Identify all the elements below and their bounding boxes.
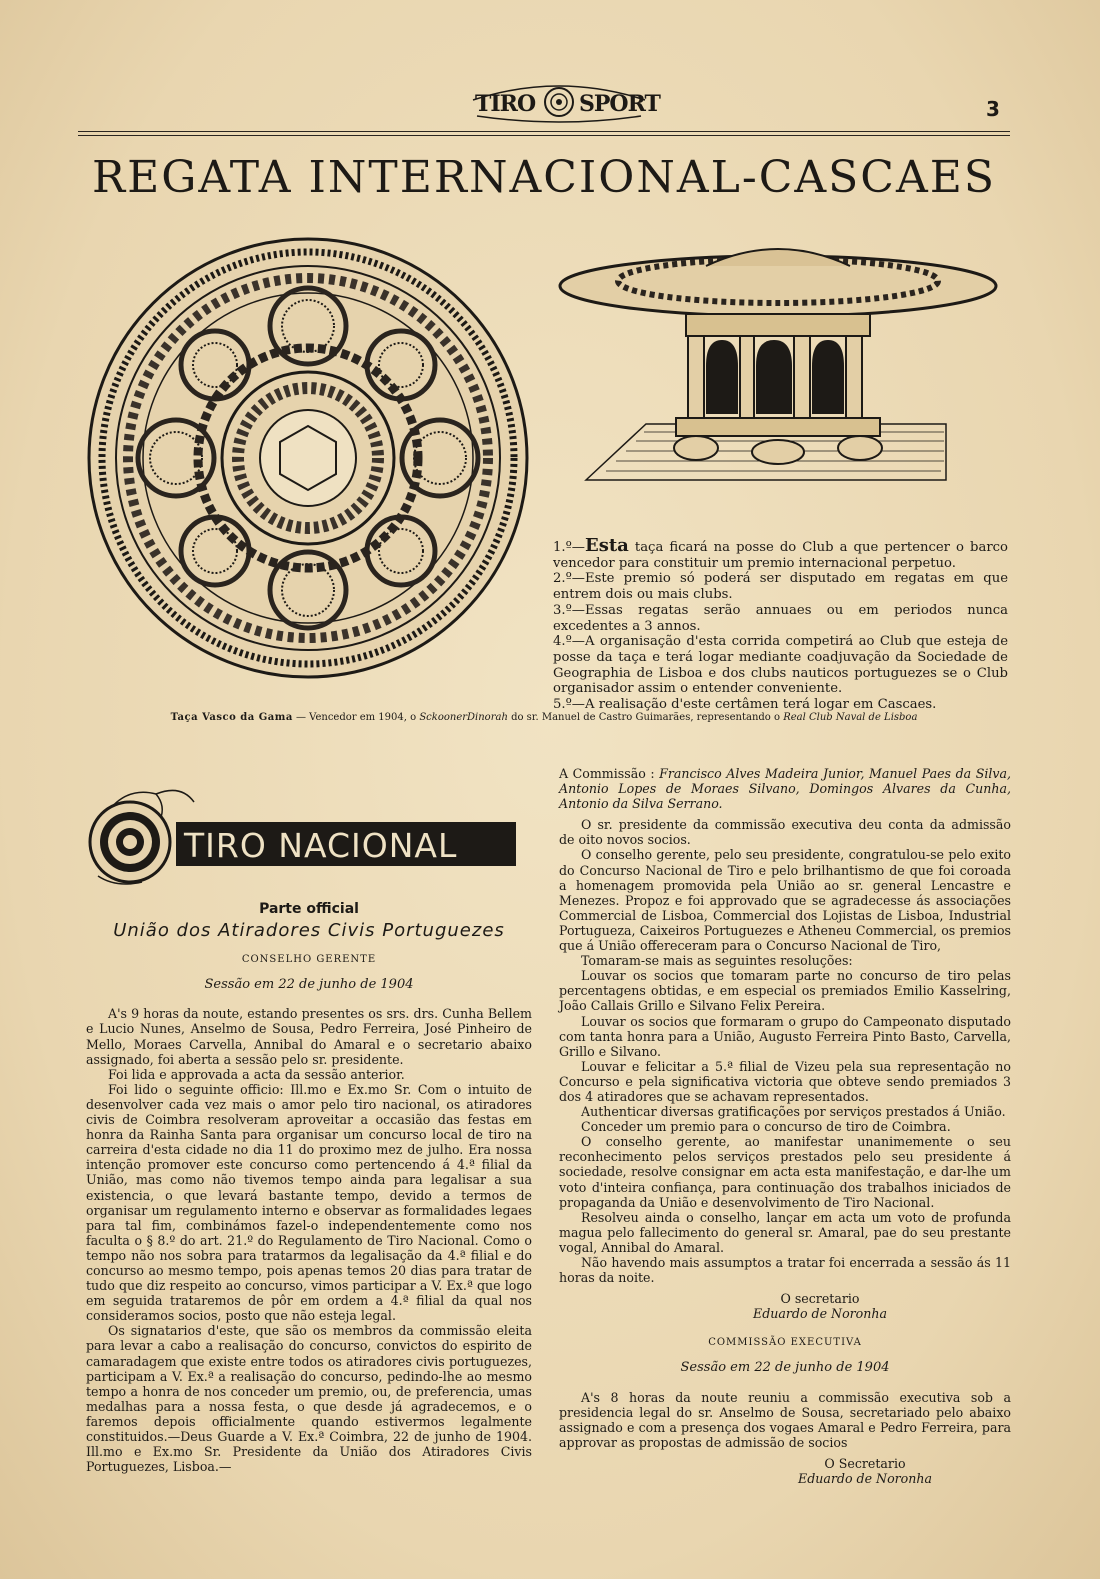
session-date: Sessão em 22 de junho de 1904 [204, 977, 414, 993]
page-number: 3 [986, 97, 1000, 121]
masthead-logo [467, 78, 660, 124]
minutes-paragraph: Os signatarios d'este, que são os membros da commissão eleita para levar a cabo a realisação do concurso, convictos do espirito de camaradagem que existe entre todos os atiradores civis portuguezes, participam a V. Ex.ª a realisação do concurso, pedindo-lhe ao mesmo tempo a honra de nos conceder um premio, ou, de preferencia, umas medalhas para a nossa festa, o que desde já agradecemos, e o faremos depois officialmente quando estivermos legalmente constituidos.—Deus Guarde a V. Ex.ª Coimbra, 22 de junho de 1904. Ill.mo e Ex.mo Sr. Presidente da União dos Atiradores Civis Portuguezes, Lisboa.— [86, 1323, 532, 1475]
drop-initial: Esta [584, 535, 629, 556]
trophy-rules [553, 535, 1008, 713]
signature-label: O Secretario [824, 1455, 906, 1471]
rule-item: 4.º—A organisação d'esta corrida competirá ao Club que esteja de posse da taça e terá logar mediante coadjuvação da Sociedade de Geographia de Lisboa e dos clubs nauticos portuguezes se o Club organisador assim o entender conveniente. [553, 634, 1008, 697]
signature-name: Eduardo de Noronha [753, 1306, 887, 1322]
trophy-cup-illustration [556, 236, 1000, 486]
caption-title: Taça Vasco da Gama [170, 712, 293, 723]
svg-text:TIRO: TIRO [475, 91, 536, 117]
minutes-paragraph: O conselho gerente, pelo seu presidente, congratulou-se pelo exito do Concurso Nacional de Tiro e pelo brilhantismo de que foi coroada a homenagem promovida pela União ao sr. general Lencastre e Menezes. Propoz e foi approvado que se agradecesse ás associações Commercial de Lisboa, Commercial dos Lojistas de Lisboa, Industrial Portugueza, Caixeiros Portuguezes e Atheneu Commercial, os premios que á União offereceram para o Concurso Nacional de Tiro, [559, 847, 1011, 954]
council-heading: CONSELHO GERENTE [241, 954, 377, 966]
article-title: REGATA INTERNACIONAL-CASCAES [92, 152, 996, 203]
tiro-nacional-banner [86, 784, 522, 894]
left-column [86, 902, 532, 1474]
svg-text:SPORT: SPORT [579, 91, 660, 117]
rule-item: 3.º—Essas regatas serão annuaes ou em periodos nunca excedentes a 3 annos. [553, 602, 1008, 634]
minutes-paragraph: Foi lido o seguinte officio: Ill.mo e Ex.mo Sr. Com o intuito de desenvolver cada vez mais o amor pelo tiro nacional, os atiradores civis de Coimbra resolveram aproveitar a occasião das festas em honra da Rainha Santa para organisar um concurso local de tiro na carreira d'esta cidade no dia 11 do proximo mez de julho. Era nossa intenção promover este concurso como pertencendo á 4.ª filial da União, mas como não tivemos tempo ainda para legalisar a sua existencia, o que levará bastante tempo, devido a termos de organisar um regulamento interno e observar as formalidades legaes para tal fim, combinámos fazel-o independentemente como nos faculta o § 8.º do art. 21.º do Regulamento de Tiro Nacional. Como o tempo não nos sobra para tratarmos da legalisação da 4.ª filial e do concurso ao mesmo tempo, pois apenas temos 20 dias para tratar de tudo que diz respeito ao concurso, vimos participar a V. Ex.ª que logo em seguida trataremos de pôr em ordem a 4.ª filial da qual nos consideramos socios, posto que não esteja legal. [86, 1081, 532, 1324]
rule-item: 2.º—Este premio só poderá ser disputado em regatas em que entrem dois ou mais clubs. [553, 571, 1008, 603]
header-rule [78, 131, 1010, 132]
minutes-paragraph: A's 8 horas da noute reuniu a commissão executiva sob a presidencia legal do sr. Anselmo de Sousa, secretariado pelo abaixo assignado e com a presença dos vogaes Amaral e Pedro Ferreira, para approvar as propostas de admissão de socios [559, 1389, 1011, 1450]
minutes-paragraph: Conceder um premio para o concurso de tiro de Coimbra. [581, 1119, 951, 1135]
commission-signatories: A Commissão : Francisco Alves Madeira Junior, Manuel Paes da Silva, Antonio Lopes de Moraes Silvano, Domingos Alvares da Cunha, Antonio da Silva Serrano. [559, 766, 1012, 812]
minutes-paragraph: Louvar os socios que tomaram parte no concurso de tiro pelas percentagens obtidas, e em especial os premiados Emilio Kasselring, João Callais Grillo e Silvano Felix Pereira. [559, 968, 1011, 1014]
minutes-paragraph: Authenticar diversas gratificações por serviços prestados á União. [581, 1104, 1006, 1120]
minutes-paragraph: Não havendo mais assumptos a tratar foi encerrada a sessão ás 11 horas da noite. [559, 1255, 1011, 1286]
rule-item: 5.º—A realisação d'este certâmen terá logar em Cascaes. [553, 697, 937, 713]
trophy-plate-illustration [86, 236, 530, 680]
minutes-paragraph: O conselho gerente, ao manifestar unanimemente o seu reconhecimento pelos serviços prestados pelo seu presidente á sociedade, resolve consignar em acta esta manifestação, e dar-lhe um voto d'inteira confiança, para continuação dos trabalhos iniciados de propaganda da União e desenvolvimento de Tiro Nacional. [559, 1134, 1011, 1210]
session-date: Sessão em 22 de junho de 1904 [680, 1360, 890, 1376]
minutes-paragraph: Louvar os socios que formaram o grupo do Campeonato disputado com tanta honra para a União, Augusto Ferreira Pinto Basto, Carvella, Grillo e Silvano. [559, 1013, 1011, 1059]
minutes-paragraph: O sr. presidente da commissão executiva deu conta da admissão de oito novos socios. [559, 817, 1011, 848]
signature-label: O secretario [780, 1291, 860, 1307]
illustration-caption: Taça Vasco da Gama — Vencedor em 1904, o SckoonerDinorah do sr. Manuel de Castro Guimarães, representando o Real Club Naval de Lisboa [170, 712, 918, 723]
right-column [559, 766, 1011, 1486]
minutes-paragraph: Tomaram-se mais as seguintes resoluções: [581, 953, 853, 969]
banner-text: TIRO NACIONAL [184, 826, 458, 865]
header-rule [78, 135, 1010, 136]
society-name: União dos Atiradores Civis Portuguezes [113, 920, 505, 942]
minutes-paragraph: Louvar e felicitar a 5.ª filial de Vizeu pela sua representação no Concurso e pela significativa victoria que obteve sendo premiados 3 dos 4 atiradores que se achavam representados. [559, 1058, 1011, 1104]
minutes-paragraph: Foi lida e approvada a acta da sessão anterior. [108, 1066, 405, 1082]
executive-commission-heading: COMMISSÃO EXECUTIVA [708, 1337, 862, 1349]
section-heading: Parte official [259, 901, 359, 917]
rule-item: 1.º—Esta taça ficará na posse do Club a que pertencer o barco vencedor para constituir um premio internacional perpetuo. [553, 535, 1008, 571]
signature-name: Eduardo de Noronha [798, 1471, 932, 1487]
minutes-paragraph: Resolveu ainda o conselho, lançar em acta um voto de profunda magua pelo fallecimento do general sr. Amaral, pae do seu prestante vogal, Annibal do Amaral. [559, 1209, 1011, 1255]
minutes-paragraph: A's 9 horas da noute, estando presentes os srs. drs. Cunha Bellem e Lucio Nunes, Anselmo de Sousa, Pedro Ferreira, José Pinheiro de Mello, Moraes Carvella, Annibal do Amaral e o secretario abaixo assignado, foi aberta a sessão pelo sr. presidente. [86, 1006, 532, 1067]
